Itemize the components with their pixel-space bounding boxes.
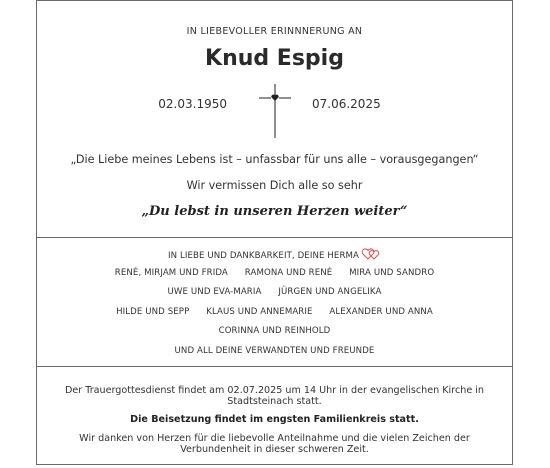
mourners-row: [37, 346, 512, 356]
mourners-intro: IN LIEBE UND DANKBARKEIT, DEINE HERMA: [167, 251, 360, 261]
mourner-name: RENÉ, MIRJAM UND FRIDA: [114, 268, 228, 278]
service-text: Der Trauergottesdienst findet am 02.07.2025 um 14 Uhr in der evangelischen Kirche in Stadtsteinach statt.: [64, 385, 485, 407]
two-hearts-icon: [361, 248, 381, 260]
death-date: 07.06.2025: [312, 97, 381, 111]
mourner-name: ALEXANDER UND ANNA: [329, 307, 433, 317]
obituary-header: [37, 1, 512, 237]
mourner-name: UND ALL DEINE VERWANDTEN UND FREUNDE: [174, 346, 375, 356]
mourners-row: [37, 307, 512, 317]
mourner-name: CORINNA UND REINHOLD: [218, 326, 331, 336]
divider: [37, 366, 512, 367]
obituary-notice: [36, 0, 513, 465]
mourner-name: KLAUS UND ANNEMARIE: [206, 307, 313, 317]
birth-date: 02.03.1950: [158, 97, 227, 111]
life-dates: [37, 96, 512, 116]
intro-text: IN LIEBEVOLLER ERINNNERUNG AN: [186, 26, 363, 37]
mourner-name: UWE UND EVA-MARIA: [167, 287, 262, 297]
miss-text: Wir vermissen Dich alle so sehr: [186, 179, 363, 192]
quote-text: „Die Liebe meines Lebens ist – unfassbar für uns alle – vorausgegangen“: [70, 153, 479, 166]
cross-with-heart-icon: [255, 84, 295, 138]
mourners-row: [37, 268, 512, 278]
motto-text: „Du lebst in unseren Herzen weiter“: [141, 204, 408, 219]
mourner-name: HILDE UND SEPP: [116, 307, 190, 317]
mourner-name: MIRA UND SANDRO: [349, 268, 435, 278]
mourners-row: [37, 326, 512, 336]
deceased-name: Knud Espig: [205, 46, 344, 71]
mourners-row: [37, 287, 512, 297]
mourners-intro-line: [37, 248, 512, 261]
burial-text: Die Beisetzung findet im engsten Familienkreis statt.: [130, 414, 419, 425]
mourner-name: JÜRGEN UND ANGELIKA: [278, 287, 382, 297]
mourners-section: [37, 238, 512, 366]
thanks-text: Wir danken von Herzen für die liebevolle Anteilnahme und die vielen Zeichen der Verbundenheit in dieser schweren Zeit.: [79, 433, 470, 455]
mourner-name: RAMONA UND RENÉ: [244, 268, 333, 278]
